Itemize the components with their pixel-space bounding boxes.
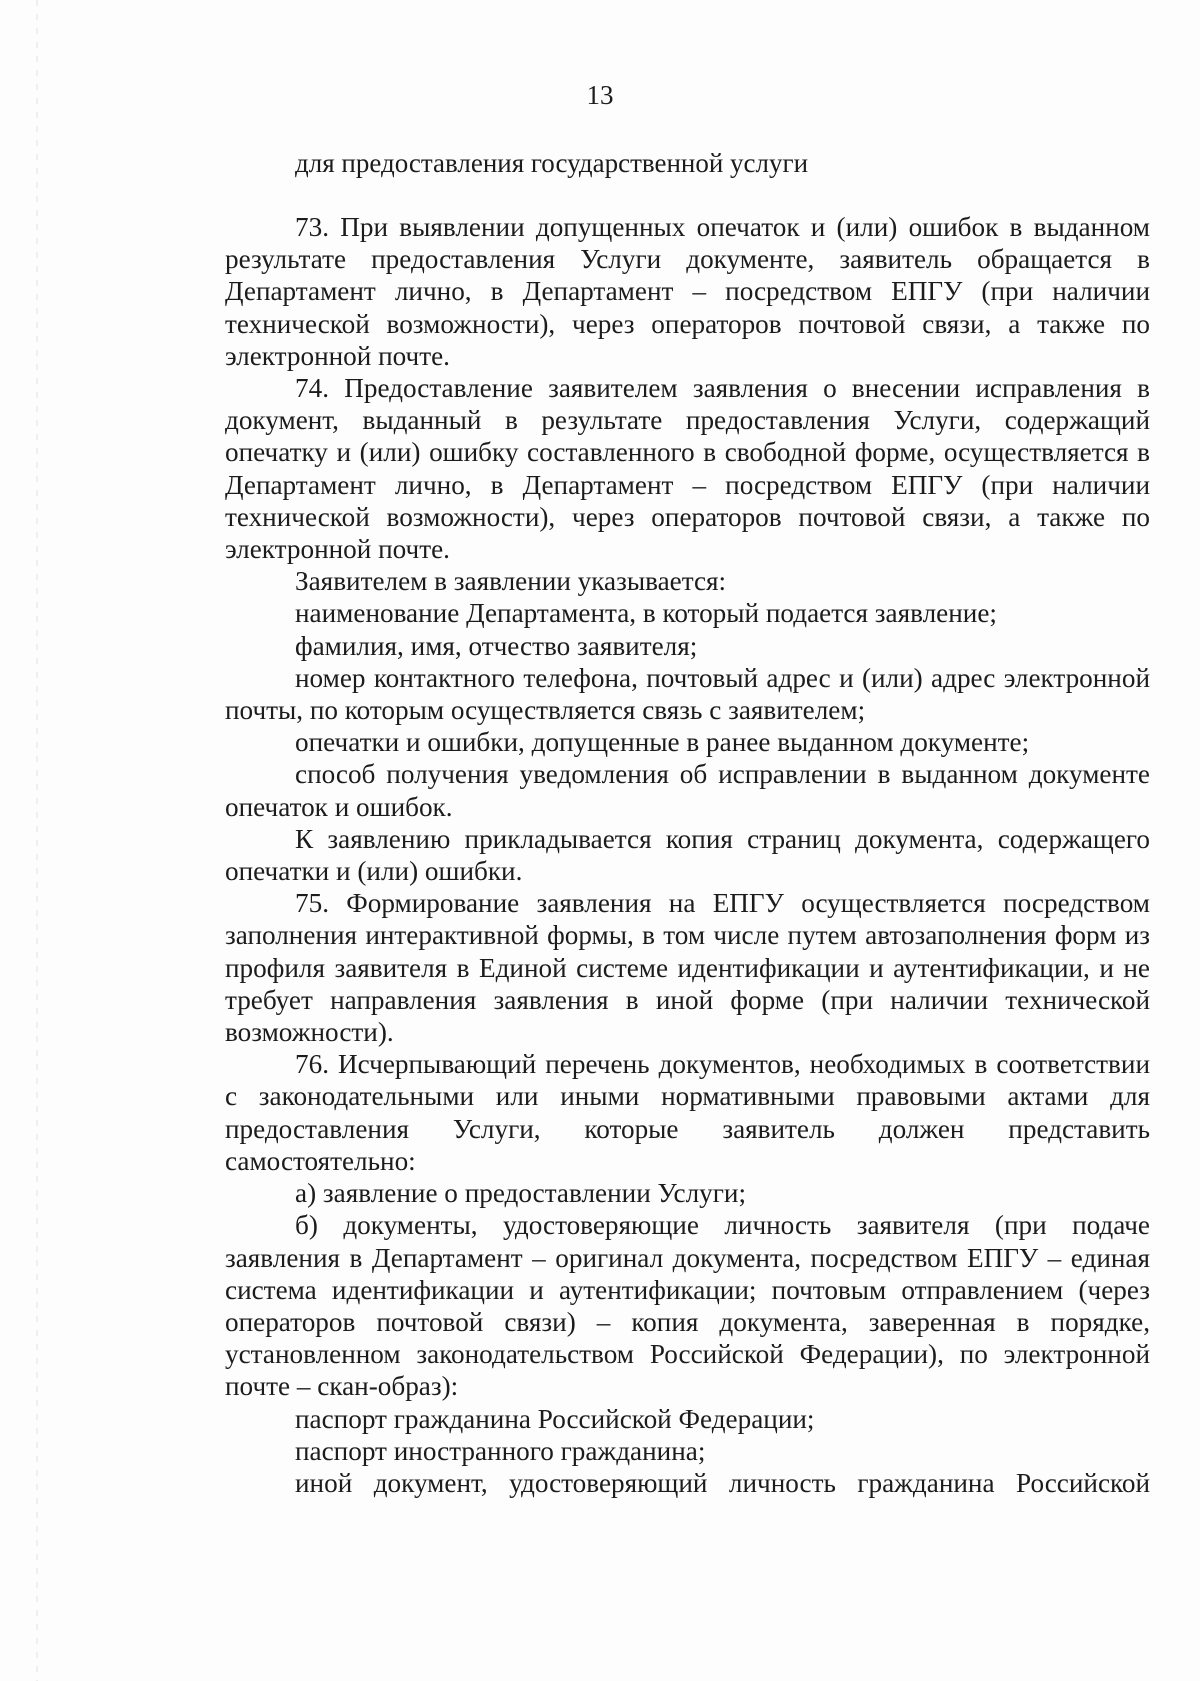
list-item-b: б) документы, удостоверяющие личность заявителя (при подаче заявления в Департамент – оригинал документа, посредством ЕПГУ – единая система идентификации и аутентификации; почтовым отправлением (через операторов почтовой связи) – копия документа, заверенная в порядке, установленном законодательством Российской Федерации), по электронной почте – скан-образ): [225, 1210, 1150, 1402]
list-item-contacts: номер контактного телефона, почтовый адрес и (или) адрес электронной почты, по которым осуществляется связь с заявителем; [225, 662, 1150, 726]
list-item-a: а) заявление о предоставлении Услуги; [295, 1178, 747, 1209]
paragraph-73: 73. При выявлении допущенных опечаток и (или) ошибок в выданном результате предоставления Услуги документе, заявитель обращается в Департамент лично, в Департамент – посредством ЕПГУ (при наличии технической возможности), через операторов почтовой связи, а также по электронной почте. [225, 212, 1150, 371]
paragraph-75: 75. Формирование заявления на ЕПГУ осуществляется посредством заполнения интерактивной формы, в том числе путем автозаполнения форм из профиля заявителя в Единой системе идентификации и аутентификации, и не требует направления заявления в иной форме (при наличии технической возможности). [225, 888, 1150, 1048]
paragraph-76: 76. Исчерпывающий перечень документов, необходимых в соответствии с законодательными или иными нормативными правовыми актами для предоставления Услуги, которые заявитель должен представить самостоятельно: [225, 1049, 1150, 1176]
list-item-errors: опечатки и ошибки, допущенные в ранее выданном документе; [295, 727, 1030, 758]
scan-edge-mark [36, 0, 38, 1681]
paragraph-74: 74. Предоставление заявителем заявления о внесении исправления в документ, выданный в результате предоставления Услуги, содержащий опечатку и (или) ошибку составленного в свободной форме, осуществляется в Департамент лично, в Департамент – посредством ЕПГУ (при наличии технической возможности), через операторов почтовой связи, а также по электронной почте. [225, 373, 1150, 565]
list-item-department-name: наименование Департамента, в который подается заявление; [295, 598, 997, 629]
list-item-full-name: фамилия, имя, отчество заявителя; [295, 630, 698, 661]
section-heading-continuation: для предоставления государственной услуги [295, 148, 809, 178]
list-item-passport-rf: паспорт гражданина Российской Федерации; [295, 1403, 815, 1434]
paragraph-applicant-specifies: Заявителем в заявлении указывается: [295, 566, 727, 597]
list-item-foreign-passport: паспорт иностранного гражданина; [295, 1435, 706, 1466]
document-body [225, 211, 1150, 1499]
list-item-notification-method: способ получения уведомления об исправлении в выданном документе опечаток и ошибок. [225, 759, 1150, 822]
page-number: 13 [586, 80, 614, 110]
list-item-other-id: иной документ, удостоверяющий личность гражданина Российской [295, 1467, 1150, 1498]
paragraph-attachment: К заявлению прикладывается копия страниц документа, содержащего опечатки и (или) ошибки. [225, 823, 1150, 887]
